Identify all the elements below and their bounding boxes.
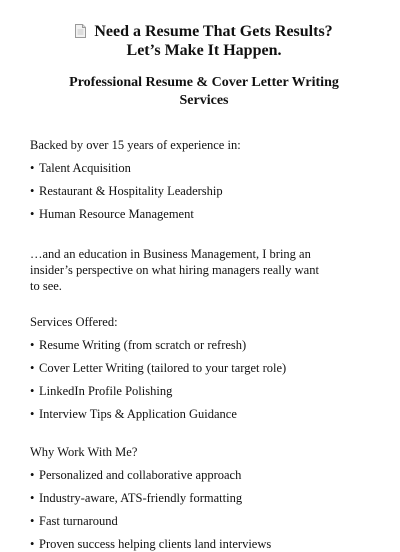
list-item: • LinkedIn Profile Polishing [30,384,173,398]
list-item: • Restaurant & Hospitality Leadership [30,184,223,198]
subheading-line-1: Professional Resume & Cover Letter Writing [69,75,339,90]
list-item: • Industry-aware, ATS-friendly formatting [30,491,243,505]
headline [30,22,378,60]
experience-intro: Backed by over 15 years of experience in: [30,138,241,152]
list-item: • Resume Writing (from scratch or refresh) [30,338,247,352]
why-heading: Why Work With Me? [30,445,138,459]
subheading-line-2: Services [179,93,229,108]
why-list [30,467,378,552]
list-item: • Personalized and collaborative approach [30,468,242,482]
list-item: • Interview Tips & Application Guidance [30,407,237,421]
education-line-1: …and an education in Business Management, I bring an [30,247,311,261]
headline-line-2: Let’s Make It Happen. [126,42,282,59]
services-list [30,337,378,422]
education-line-3: to see. [30,279,62,293]
headline-line-1 [30,22,378,41]
education-line-2: insider’s perspective on what hiring managers really want [30,263,319,277]
services-heading: Services Offered: [30,315,118,329]
list-item: • Talent Acquisition [30,161,131,175]
list-item: • Fast turnaround [30,514,118,528]
experience-list [30,160,378,222]
list-item: • Cover Letter Writing (tailored to your target role) [30,361,287,375]
headline-text-1: Need a Resume That Gets Results? [94,23,333,40]
document-icon [75,24,86,38]
list-item: • Proven success helping clients land interviews [30,537,272,551]
document-page [0,22,400,551]
list-item: • Human Resource Management [30,207,194,221]
subheading [30,74,378,110]
education-paragraph [30,246,378,294]
